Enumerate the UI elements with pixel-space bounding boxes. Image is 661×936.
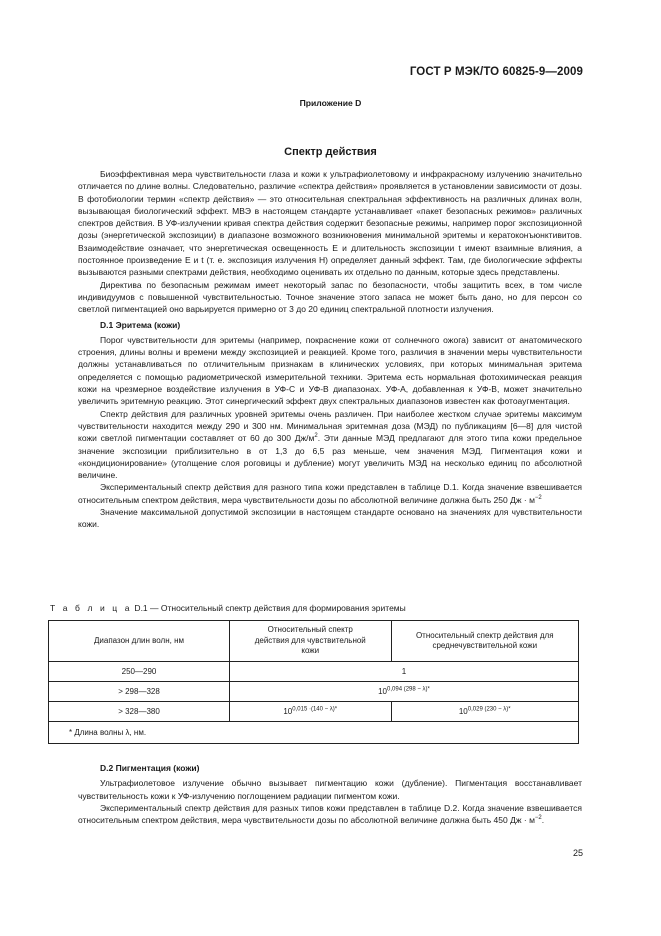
section-heading-erythema: D.1 Эритема (кожи)	[100, 319, 181, 330]
page-number: 25	[572, 848, 583, 858]
table-note-row	[49, 722, 579, 744]
action-spectrum-table	[48, 620, 579, 744]
header-medium-skin: Относительный спектр действия для среднечувствительной кожи	[391, 621, 579, 662]
table-row: > 328—380 $10^{0,015 \cdot(140 - \lambda)*}$ $10^{0,029 (230 - \lambda)*}$	[49, 702, 579, 722]
standard-header: ГОСТ Р МЭК/ТО 60825-9—2009	[409, 66, 583, 78]
pigmentation-paragraph-1: Ультрафиолетовое излучение обычно вызывает пигментацию кожи (дубление). Пигментация восстанавливает чувствительность кожи к УФ-излучению поглощением радиации пигментом кожи.	[78, 778, 582, 801]
intro-paragraph-2: Директива по безопасным режимам имеет некоторый запас по безопасности, чтобы защитить всех, в том числе индивидуумов с повышенной чувствительностью. Точное значение этого запаса не может быть дано, но для персон со светлой пигментацией оно варьируется примерно от 3 до 20 единиц спектральной плотности излучения.	[78, 279, 582, 315]
section-heading-pigmentation: D.2 Пигментация (кожи)	[100, 763, 200, 773]
table-header-row	[49, 621, 579, 662]
table-footnote: * Длина волны λ, нм.	[49, 722, 579, 744]
intro-paragraph-1: Биоэффективная мера чувствительности глаза и кожи к ультрафиолетовому и инфракрасному излучению значительно отличается по длине волны. Следовательно, различие «спектра действия» проявляется в установлении зависимости от дозы. В фотобиологии термин «спектр действия» — это относительная спектральная эффективность на различных длинах волн, вызывающая биологический эффект. МВЭ в настоящем стандарте устанавливает «пакет безопасных режимов» различных спектров действия. В УФ-излучении кривая спектра действия содержит безопасные режимы, например порог экспозиционной дозы (энергетической экспозиции) в диапазоне возможного возникновения минимальной эритемы и кератоконъюнктивитов. Взаимодействие означает, что энергетическая освещенность E и длительность экспозиции t имеют взаимные влияния, а постоянное произведение E и t (т. е. экспозиция излучения H) определяет данный эффект. Там, где биологические эффекты вызываются разными спектрами действия, необходимо оценивать их отдельно по данным, которые здесь представлены.	[78, 169, 582, 278]
header-sensitive-skin: Относительный спектр действия для чувствительной кожи	[230, 621, 392, 662]
pigmentation-paragraph-2: Экспериментальный спектр действия для разных типов кожи представлен в таблице D.2. Когда значение взвешивается относительным спектром действия, мера чувствительности дозы по абсолютной величине должна быть 450 Дж · $м^{-2}$.	[78, 802, 582, 826]
erythema-paragraph-3: Экспериментальный спектр действия для разного типа кожи представлен в таблице D.1. Когда значение взвешивается относительным спектром действия, мера чувствительности дозы по абсолютной величине должна быть 250 Дж · $м^{-2}$	[78, 482, 582, 505]
table-row: 250—290 1	[49, 662, 579, 682]
annex-label: Приложение D	[299, 98, 362, 108]
body-text-bottom	[78, 762, 582, 826]
header-wavelength: Диапазон длин волн, нм	[49, 621, 230, 662]
erythema-paragraph-1: Порог чувствительности для эритемы (например, покраснение кожи от солнечного ожога) зависит от анатомического строения, длины волны и времени между экспозицией и реакцией. Кроме того, различия в значении меры чувствительности должны устанавливаться по отличительным признакам в клинических условиях, при которых минимальная эритема определяется с помощью радиометрической измерительной техники. Эритема есть нормальная фотохимическая реакция кожи на чрезмерное воздействие излучения в УФ-С и УФ-В диапазонах. УФ-А, добавленная к УФ-В, может значительно увеличить эритемную реакцию. Этот синергический эффект двух спектральных диапазонов известен как фотоаугментация.	[78, 334, 582, 407]
table-row: > 298—328 $10^{0,094 (298 - \lambda)*}$	[49, 682, 579, 702]
erythema-paragraph-4: Значение максимальной допустимой экспозиции в настоящем стандарте основано на значениях для чувствительности кожи.	[78, 507, 582, 530]
table-caption: Т а б л и ц а D.1 — Относительный спектр действия для формирования эритемы	[50, 603, 406, 613]
body-text-top	[78, 168, 582, 531]
erythema-paragraph-2: Спектр действия для различных уровней эритемы очень различен. При наиболее жестком случае эритемы максимум чувствительности находится между 290 и 300 нм. Минимальная эритемная доза (МЭД) по публикациям [6—8] для чистой кожи светлой пигментации составляет от 60 до 300 $Дж/м^2$. Эти данные МЭД предлагают для этого типа кожи предельное значение экспозиции приблизительно в от 1,3 до 6,5 раз меньше, чем значения МЭД. Пигментация кожи и «кондиционирование» (утолщение слоя роговицы и дубление) могут увеличить МЭД на несколько единиц по абсолютной величине.	[78, 408, 582, 481]
page-title: Спектр действия	[284, 146, 377, 158]
